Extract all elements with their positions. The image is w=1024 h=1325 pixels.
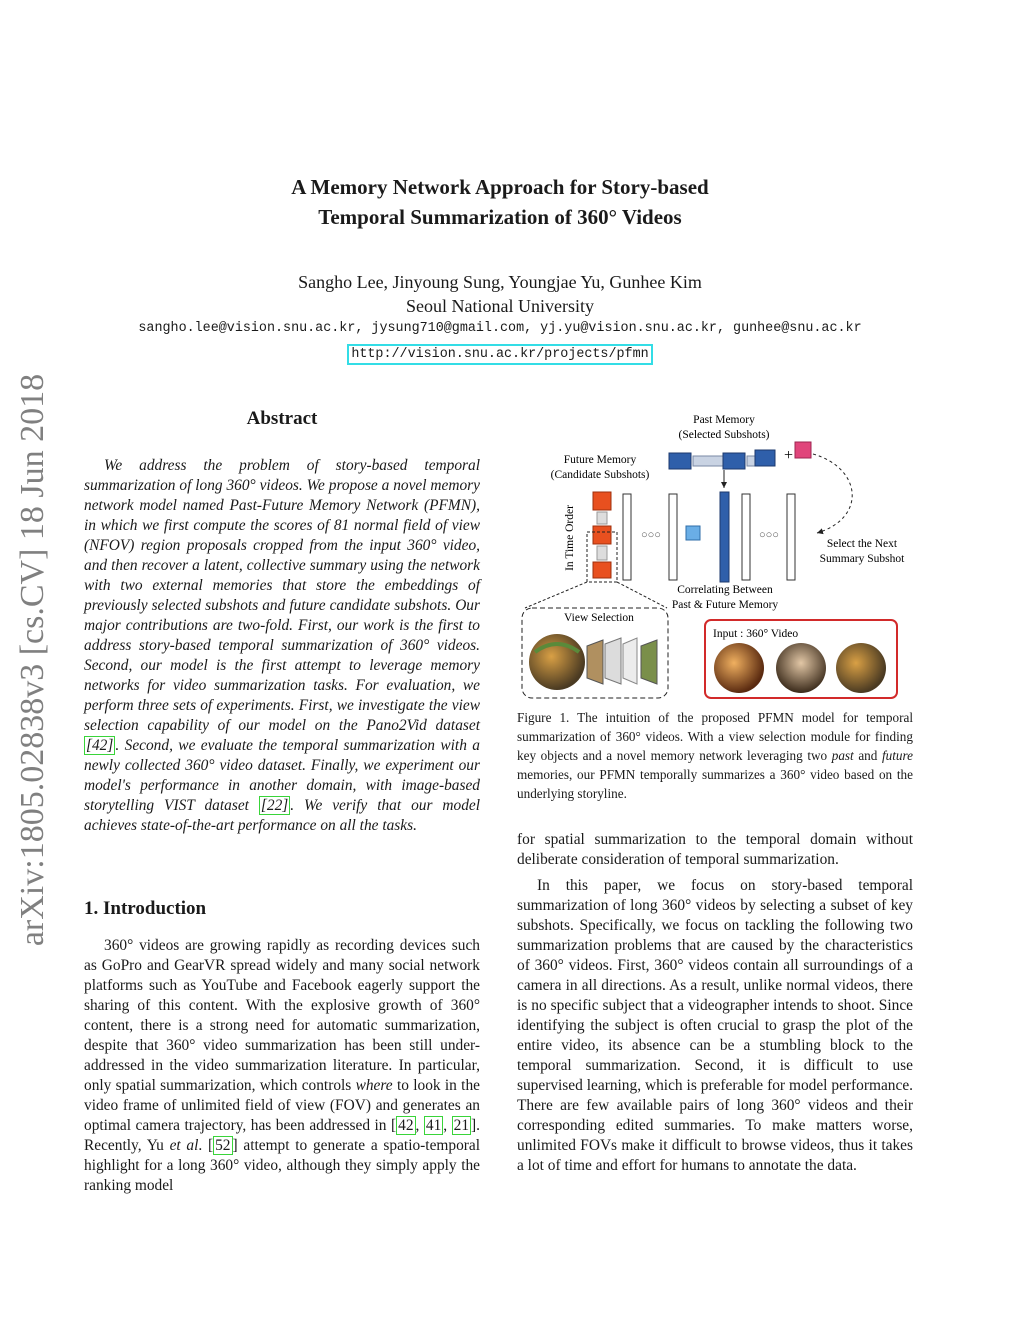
- title-line-1: A Memory Network Approach for Story-based: [291, 175, 709, 199]
- intro-paragraph-1: 360° videos are growing rapidly as recording devices such as GoPro and GearVR spread widely and many social network platforms such as YouTube and Facebook eagerly support the sharing of this content. With the explosive growth of 360° content, there is a strong need for automatic summarization, despite that 360° video summarization has been still under-addressed in the video summarization literature. In particular, only spatial summarization, which controls where to look in the video frame of unlimited field of view (FOV) and generates an optimal camera trajectory, has been addressed in [ 42 , 41 , 21 ]. Recently, Yu et al. [ 52 ] attempt to generate a spatio-temporal highlight for a long 360° video, although they simply apply the ranking model: [84, 937, 480, 1194]
- past-memory-cubes: [669, 442, 811, 469]
- author-block: [0, 270, 1000, 318]
- intro-text: . [: [198, 1137, 214, 1154]
- section-heading-introduction: 1. Introduction: [84, 898, 207, 919]
- intro-paragraph-1-continued: for spatial summarization to the temporal domain without deliberate consideration of temporal summarization.: [517, 831, 913, 868]
- label-correlating-1: Correlating Between: [677, 584, 773, 596]
- ellipsis-left: ○○○: [641, 529, 661, 541]
- citation-42[interactable]: [42]: [86, 737, 114, 754]
- input-video-frames: [714, 643, 886, 693]
- caption-emph-future: future: [882, 748, 914, 763]
- intro-emph-where: where: [355, 1077, 393, 1094]
- label-view-selection: View Selection: [564, 612, 634, 624]
- project-url-row: [0, 344, 1000, 365]
- label-select-next-1: Select the Next: [826, 538, 898, 550]
- arxiv-identifier: arXiv:1805.02838v3 [cs.CV] 18 Jun 2018: [14, 373, 51, 947]
- intro-text: ] attempt to generate a spatio-temporal highlight for a long 360° video, although they simply apply the ranking model: [84, 1137, 480, 1194]
- abstract-text-a: We address the problem of story-based temporal summarization of long 360° videos. We propose a novel memory network model named Past-Future Memory Network (PFMN), in which we first compute the scores of 81 normal field of view (NFOV) region proposals cropped from the input 360° video, and then recover a latent, collective summary using the network with two external memories that store the embeddings of previously selected subshots and future candidate subshots. Our major contributions are two-fold. First, our work is the first to address story-based temporal summarization of 360° videos. Second, our model is the first attempt to leverage memory networks for video summarization tasks. For evaluation, we perform three sets of experiments. First, we investigate the view selection capability of our model on the Pano2Vid dataset: [84, 457, 480, 734]
- plus-sign: +: [784, 447, 794, 464]
- figure-1-diagram: [517, 408, 917, 702]
- citation-21[interactable]: 21: [453, 1117, 470, 1134]
- figure-1-caption: [517, 708, 913, 803]
- intro-text: 360° videos are growing rapidly as recording devices such as GoPro and GearVR spread widely and many social network platforms such as YouTube and Facebook eagerly support the sharing of this content. With the explosive growth of 360° content, there is a strong need for automatic summarization, despite that 360° video summarization has been still under-addressed in the video summarization literature. In particular, only spatial summarization, which controls: [84, 937, 480, 1094]
- label-input-video: Input : 360° Video: [713, 628, 799, 640]
- memory-bar: [623, 494, 631, 580]
- abstract-text-b: . Second, we evaluate the temporal summarization with a newly collected 360° video dataset. Finally, we experiment our model's performance in another domain, with image-based storytelling VIST dataset: [84, 737, 480, 814]
- caption-emph-past: past: [831, 748, 854, 763]
- label-candidate-subshots: (Candidate Subshots): [550, 469, 650, 481]
- abstract-text-c: . We verify that our model achieves state-of-the-art performance on all the tasks.: [84, 797, 480, 834]
- label-in-time-order: In Time Order: [564, 505, 576, 571]
- caption-text: memories, our PFMN temporally summarizes a 360° video based on the underlying storyline.: [517, 767, 913, 801]
- abstract-paragraph: [84, 456, 480, 836]
- citation-52[interactable]: 52: [215, 1137, 231, 1154]
- intro-column-left: [84, 936, 480, 1196]
- future-memory-stack: [587, 492, 617, 582]
- label-future-memory: Future Memory: [563, 454, 637, 466]
- citation-22[interactable]: [22]: [260, 797, 289, 814]
- intro-paragraph-2: In this paper, we focus on story-based temporal summarization of long 360° videos by selecting a subset of key subshots. Specifically, we focus on tackling the following two summarization problems that are caused by the characteristics of 360° videos. First, 360° videos contain all surroundings of a camera in all directions. As a result, unlike normal videos, there is no specific subject that a videographer intends to shoot. Since identifying the subject is often crucial to grasp the plot of the entire video, its absence can be a stumbling block to the temporal summarization. Second, it is difficult to use supervised learning, which is preferable for model performance. There are few available pairs of long 360° videos and their corresponding edited summaries. To make matters worse, unlimited FOVs make it difficult to browse videos, thus it takes a lot of time and effort for humans to annotate the data.: [517, 877, 913, 1174]
- title-line-2: Temporal Summarization of 360° Videos: [318, 205, 682, 229]
- caption-text: and: [853, 748, 882, 763]
- abstract-body: [84, 456, 480, 836]
- memory-bar: [669, 494, 677, 580]
- abstract-heading: Abstract: [246, 408, 318, 429]
- intro-text: ]. Recently, Yu: [84, 1117, 480, 1154]
- intro-column-right: [517, 830, 913, 1176]
- memory-bar: [787, 494, 795, 580]
- view-selection-thumbnails: [529, 634, 657, 690]
- memory-bar: [742, 494, 750, 580]
- project-url-link[interactable]: http://vision.snu.ac.kr/projects/pfmn: [347, 344, 652, 365]
- citation-41[interactable]: 41: [425, 1117, 442, 1134]
- author-emails: sangho.lee@vision.snu.ac.kr, jysung710@gmail.com, yj.yu@vision.snu.ac.kr, gunhee@snu.ac.kr: [138, 321, 862, 336]
- correlation-bar: [720, 492, 729, 582]
- affiliation: Seoul National University: [406, 296, 594, 316]
- label-correlating-2: Past & Future Memory: [671, 599, 779, 611]
- selection-arrow: [813, 454, 852, 533]
- ellipsis-right: ○○○: [759, 529, 779, 541]
- intro-text: to look in the video frame of unlimited field of view (FOV) and generates an optimal camera trajectory, has been addressed in [: [84, 1077, 480, 1134]
- label-select-next-2: Summary Subshot: [819, 553, 905, 565]
- citation-42-intro[interactable]: 42: [398, 1117, 414, 1134]
- intro-emph-etal: et al: [169, 1137, 199, 1154]
- label-selected-subshots: (Selected Subshots): [678, 429, 770, 441]
- query-cube: [686, 526, 700, 540]
- caption-text: Figure 1. The intuition of the proposed PFMN model for temporal summarization of 360° videos. With a view selection module for finding key objects and a novel memory network leveraging two: [517, 710, 913, 763]
- label-past-memory: Past Memory: [693, 414, 755, 426]
- author-names: Sangho Lee, Jinyoung Sung, Youngjae Yu, Gunhee Kim: [298, 272, 702, 292]
- paper-title: [0, 172, 1000, 232]
